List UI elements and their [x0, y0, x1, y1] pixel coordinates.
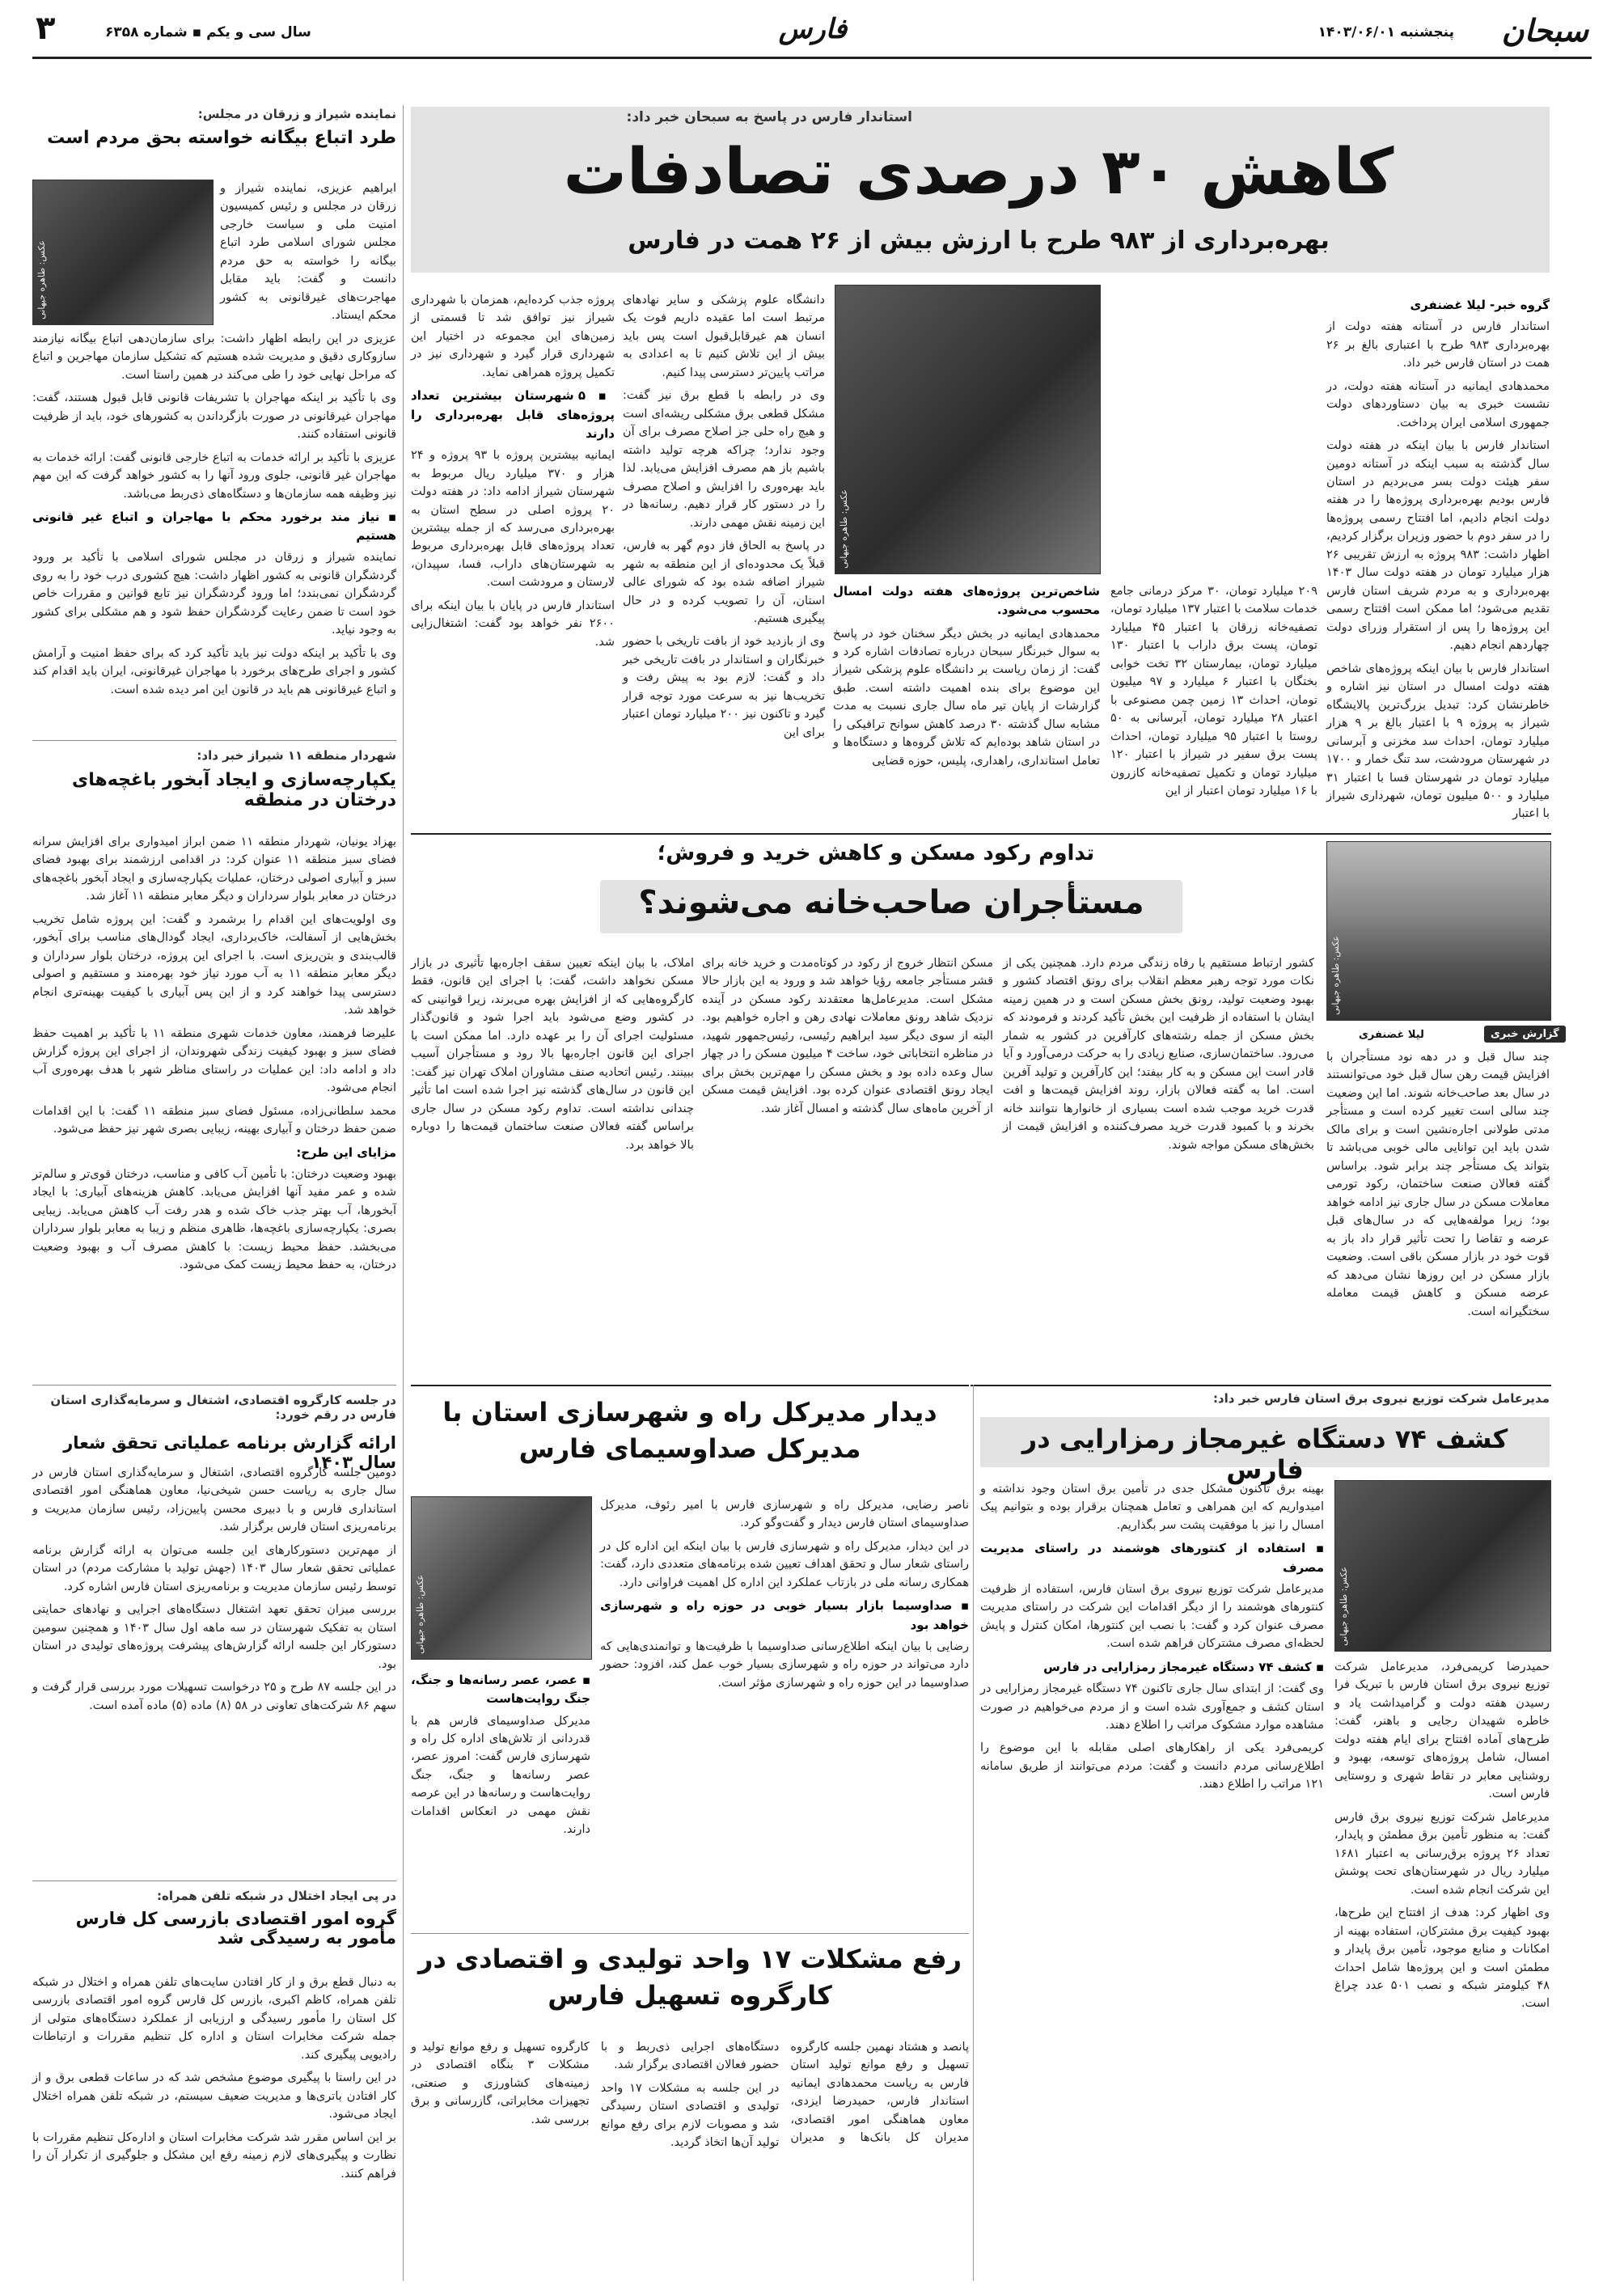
- masthead-logo: سبحان: [1501, 13, 1588, 49]
- bottom-low-headline: رفع مشکلات ۱۷ واحد تولیدی و اقتصادی در کارگروه تسهیل فارس: [417, 1944, 962, 2011]
- main-col-3: شاخص‌ترین پروژه‌های هفته دولت امسال محسوب می‌شود. محمدهادی ایمانیه در بخش دیگر سخنان خود در پاسخ به سوال خبرنگار سبحان درباره تصادفات اشاره کرد و گفت: از زمان ریاست بر دانشگاه علوم پزشکی شیراز این موضوع برای بنده اهمیت داشته است. طبق گزارشات از پایان تیر ماه سال جاری نسبت به مدت مشابه سال گذشته ۳۰ درصد کاهش سوانح ترافیکی را در استان شاهد بوده‌ایم که تلاش گروه‌ها و دستگاه‌ها و تعامل استانداری، راهداری، پلیس، حوزه قضایی: [833, 584, 1100, 768]
- main-kicker: استاندار فارس در پاسخ به سبحان خبر داد:: [626, 109, 912, 125]
- photo-credit: عکس: طاهره جیهانی: [839, 489, 849, 569]
- header-date: پنجشنبه ۱۴۰۳/۰۶/۰۱: [1317, 24, 1454, 40]
- left-mid-body: بهزاد یونیان، شهردار منطقه ۱۱ ضمن ابراز امیدواری برای افزایش سرانه فضای سبز منطقه ۱۱ عنوان کرد: در اقدامی ارزشمند برای بهبود فضای سبز و آبیاری اصولی درختان، عملیات یکپارچه‌سازی و ایجاد آبخور باغچه‌های درختان در معابر بلوار سرداران و دیگر معابر منطقه ۱۱ آغاز شد. وی اولویت‌های این اقدام را برشمرد و گفت: این پروژه شامل تخریب بخش‌هایی از آسفالت، خاک‌برداری، ایجاد گودال‌های مناسب برای آبخور، قالب‌بندی و بتن‌ریزی است. با اجرای این پروژه، درختان بلوار سرداران و دیگر معابر منطقه ۱۱ به آب مورد نیاز خود بهره‌مند و مستقیم و اصولی دسترسی پیدا خواهند کرد و از این پس آبیاری با کیفیت بهینه‌تری انجام خواهد شد. علیرضا فرهمند، معاون خدمات شهری منطقه ۱۱ با تأکید بر اهمیت حفظ فضای سبز و بهبود کیفیت زندگی شهروندان، از اجرای این پروژه گزارش داد و ادامه داد: این عملیات در راستای مناظر شهر با هدف بهره‌وری آب انجام می‌شود. محمد سلطانی‌زاده، مسئول فضای سبز منطقه ۱۱ گفت: با این اقدامات ضمن حفظ درختان و آبیاری بهینه، زیبایی بصری شهر نیز حفظ می‌شود. مزایای این طرح: بهبود وضعیت درختان: با تأمین آب کافی و مناسب، درختان قوی‌تر و سالم‌تر شده و عمر مفید آنها افزایش می‌یابد. کاهش هزینه‌های آبیاری: با ایجاد آبخورها، آب بهتر جذب خاک شده و هدر رفت آب کاهش می‌یابد. زیبایی بصری: یکپارچه‌سازی باغچه‌ها، ظاهری منظم و زیبا به معابر بلوار سرداران می‌بخشد. حفظ محیط زیست: با کاهش مصرف آب و بهبود وضعیت درختان، به حفظ محیط زیست کمک می‌شود.: [32, 836, 397, 1272]
- bottom-right-col-2: بهینه برق تاکنون مشکل جدی در تأمین برق استان وجود نداشته و امیدواریم که این همراهی و تعامل همچنان برقرار بوده و بتوانیم پیک امسال را نیز با موفقیت پشت سر بگذاریم. ▪ استفاده از کنتورهای هوشمند در راستای مدیریت مصرف مدیرعامل شرکت توزیع نیروی برق استان فارس، استفاده از ظرفیت کنتورهای هوشمند را از دیگر اقدامات این شرکت در راستای مدیریت مصرف عنوان کرد و گفت: با نصب این کنتورها، امکان کنترل و پایش لحظه‌ای مصرف مشترکان فراهم شده است. ▪ کشف ۷۴ دستگاه غیرمجاز رمزارایی در فارس وی گفت: از ابتدای سال جاری تاکنون ۷۴ دستگاه غیرمجاز رمزارایی در استان کشف و جمع‌آوری شده است و از مردم می‌خواهیم در صورت مشاهده موارد مشکوک مراتب را اطلاع دهند. کریمی‌فرد یکی از راهکارهای اصلی مقابله با این موضوع را اطلاع‌رسانی مردم دانست و گفت: مردم می‌توانند از طریق سامانه ۱۲۱ مراتب را اطلاع دهند.: [980, 1483, 1324, 1792]
- bottom-mid-col-2: ناصر رضایی، مدیرکل راه و شهرسازی فارس با امیر رئوف، مدیرکل صداوسیمای استان فارس دیدار و گفت‌وگو کرد. در این دیدار، مدیرکل راه و شهرسازی فارس با بیان اینکه این اداره کل در راستای شعار سال و تحقق اهداف تعیین شده برنامه‌های متعددی دارد، گفت: همکاری رسانه ملی در بازتاب عملکرد این اداره کل اهمیت فراوانی دارد. ▪ صداوسیما بازار بسیار خوبی در حوزه راه و شهرسازی خواهد بود رضایی با بیان اینکه اطلاع‌رسانی صداوسیما با ظرفیت‌ها و توانمندی‌هایی که دارد می‌تواند در حوزه راه و شهرسازی بسیار خوب عمل کند، افزود: حضور صداوسیما در این حوزه راه و شهرسازی مؤثر است.: [600, 1499, 969, 1690]
- middle-col-3: مسکن انتظار خروج از رکود در کوتاه‌مدت و خرید خانه برای قشر مستأجر جامعه رؤیا خواهد شد و ورود به این بازار حالا مشکل است. مدیرعامل‌ها معتقدند رکود مسکن در آینده نزدیک شاهد رونق معاملات نهادی رهن و اجاره خواهیم بود. البته از سوی دیگر سید ابراهیم رئیسی، رئیس‌جمهور شهید، در مناظره انتخاباتی خود، ساخت ۴ میلیون مسکن را در چهار سال وعده داده بود و بخش مسکن را مهم‌ترین بخش برای ایجاد رونق اقتصادی عنوان کرده بود. افزایش قیمت مسکن از آخرین ماه‌های سال گذشته و امسال آغاز شد.: [702, 957, 993, 1115]
- photo-credit: عکس: طاهره جیهانی: [1330, 936, 1341, 1015]
- bottom-mid-headline: دیدار مدیرکل راه و شهرسازی استان با مدیرکل صداوسیمای فارس: [442, 1397, 937, 1464]
- bottom-mid-rule: [411, 1385, 969, 1386]
- left-top-body: ابراهیم عزیزی، نماینده شیراز و زرقان در مجلس و رئیس کمیسیون امنیت ملی و سیاست خارجی مجلس شورای اسلامی طرد اتباع بیگانه را خواسته به حق مردم دانست و گفت: باید مقابل مهاجرت‌های غیرقانونی به کشور محکم ایستاد. عزیزی در این رابطه اظهار داشت: برای سازمان‌دهی اتباع بیگانه نیازمند سازوکاری دقیق و مدیریت شده هستیم که تشکیل سازمان مهاجرین و اتباع که مراحل نهایی خود را طی می‌کند در همین راستا است. وی با تأکید بر اینکه مهاجران با تشریفات قانونی قابل قبول هستند، گفت: مهاجران غیرقانونی در صورت بازگرداندن به کشورهای خود، باید از ظرفیت قانونی استفاده کنند. عزیزی با تأکید بر ارائه خدمات به اتباع خارجی قانونی گفت: ارائه خدمات به مهاجران غیر قانونی، جلوی ورود آنها را به کشور خواهد گرفت که این مهم نیز وظیفه همه سازمان‌ها و دستگاه‌های ذی‌ربط می‌باشد. ▪ نیاز مند برخورد محکم با مهاجران و اتباع غیر قانونی هستیم نماینده شیراز و زرقان در مجلس شورای اسلامی با تأکید بر ورود گردشگران قانونی به کشور اظهار داشت: هیچ کشوری درب خود را به روی گردشگران نمی‌بندد؛ اما ورود گردشگران نیز تابع قوانین و مقررات خاص خود است تا ضمن رعایت گردشگران حفظ شود و هم مشکلی برای کشور به وجود نیاید. وی با تأکید بر اینکه دولت نیز باید تأکید کرد که برای حفظ امنیت و آرامش کشور و اجرای طرح‌های برخورد با مهاجران غیرقانونی، ایران باید اقدام کند و اتباع غیرقانونی هم باید در قانون این امر دیده شده است.: [32, 182, 396, 696]
- column-divider: [403, 105, 404, 2281]
- bottom-mid-col-1: ▪ عصر، عصر رسانه‌ها و جنگ، جنگ روایت‌هاست مدیرکل صداوسیمای فارس هم با قدردانی از تلاش‌های اداره کل راه و شهرسازی فارس گفت: امروز عصر، عصر رسانه‌ها و جنگ، جنگ روایت‌هاست و رسانه‌ها در این عرصه نقش مهمی در انعکاس اقدامات دارند.: [411, 1673, 590, 1837]
- main-col-5: پروژه جذب کرده‌ایم، همزمان با شهرداری شیراز نیز توافق شد تا قسمتی از زمین‌های این مجموعه در اختیار این شهرداری قرار گیرد و شهرداری نیز در تکمیل پروژه همراهی نماید. ▪ ۵ شهرستان بیشترین تعداد پروژه‌های قابل بهره‌برداری را دارند ایمانیه بیشترین پروژه با ۹۳ پروژه و ۲۴ هزار و ۳۷۰ میلیارد ریال مربوط به شهرستان شیراز ادامه داد: در هفته دولت ۲۰ پروژه اصلی در سطح استان به بهره‌برداری می‌رسد که از جمله بیشترین تعداد پروژه‌های قابل بهره‌برداری مربوط به شهرستان‌های داراب، فسا، سپیدان، لارستان و مرودشت است. استاندار فارس در پایان با بیان اینکه برای ۲۶۰۰ نفر خواهد بود گفت: اشتغال‌زایی شد.: [411, 294, 615, 649]
- bottom-column-divider: [973, 1385, 974, 2281]
- left-top-headline: طرد اتباع بیگانه خواسته بحق مردم است: [47, 128, 396, 148]
- photo-credit: عکس: طاهره جیهانی: [415, 1575, 425, 1654]
- middle-col-4: املاک، با بیان اینکه تعیین سقف اجاره‌بها تأثیری در بازار مسکن نخواهد داشت، گفت: با اجرای این قانون، فقط کارگروه‌هایی که از افزایش بهره می‌برند، زیرا قوانینی که در کشور وضع می‌شود باید اجرا شود و قانون‌گذار مسئولیت اجرای آن را بر عهده دارد. اما ممکن است با اجرای این قانون اجاره‌بها بالا رود و مستأجران آسیب ببینند. رئیس اتحادیه صنف مشاوران املاک تهران نیز گفت: این قانون در سال‌های گذشته نیز اجرا شده است اما تأثیر چندانی نداشته است. تداوم رکود مسکن در سال جاری براساس گفته فعالان صنعت ساختمان قیمت‌ها را دوباره بالا خواهد برد.: [411, 957, 694, 1152]
- middle-photo: [1326, 841, 1551, 1021]
- bottom-right-photo: [1334, 1480, 1551, 1652]
- main-col-4: دانشگاه علوم پزشکی و سایر نهادهای مرتبط است اما عقیده داریم فوت یک انسان هم غیرقابل‌قبول است پس باید بیش از این تلاش کنیم تا به اعدادی به مراتب پایین‌تر دسترسی پیدا کنیم. وی در رابطه با قطع برق نیز گفت: مشکل قطعی برق مشکلی ریشه‌ای است و هیچ راه حلی جز اصلاح مصرف برای آن وجود ندارد؛ چراکه هرچه تولید داشته باشیم باز هم مصرف افزایش می‌یابد. لذا باید بهره‌وری را افزایش و اصلاح مصرف را در دستور کار قرار دهیم. رسانه‌ها در این زمینه نقش مهمی دارند. در پاسخ به الحاق فاز دوم گهر به فارس، قبلاً یک محدوده‌ای از این منطقه به شهر شیراز اضافه شده بود که شورای عالی استان، آن را تصویب کرده و در حال پیگیری هستیم. وی از بازدید خود از بافت تاریخی با حضور خبرنگاران و استاندار در بافت تاریخی خبر داد و گفت: لازم بود به پیش رفت و تخریب‌ها نیز به سرعت مورد توجه قرار گیرد و تاکنون نیز ۲۰۰ میلیارد تومان اعتبار برای این: [623, 294, 826, 739]
- middle-col-2: کشور ارتباط مستقیم با رفاه زندگی مردم دارد. همچنین یکی از نکات مورد توجه رهبر معظم انقلاب برای رونق اقتصاد کشور و بهبود وضعیت تولید، رونق بخش مسکن است و در همین زمینه ایشان با استفاده از ظرفیت این بخش تأکید کردند و فرمودند که بخش مسکن از جمله رشته‌های کارآفرین در کشور به شمار می‌رود. ساختمان‌سازی، صنایع زیادی را به حرکت درمی‌آورد و آیا قادر است این مسکن و به کار بیفتد؛ این کارآفرین و تولید آفرین است. اما به گفته فعالان بازار، روند افزایش قیمت‌ها و افت قدرت خرید موجب شده است بسیاری از خانوارها نتوانند خانه بخرند و با کمبود قدرت خرید مصرف‌کننده و افزایش قیمت از بخش‌های مسکن مواجه شوند.: [1003, 957, 1314, 1152]
- middle-byline: لیلا غضنفری: [1359, 1029, 1424, 1041]
- left-bot1-body: دومین جلسه کارگروه اقتصادی، اشتغال و سرمایه‌گذاری استان فارس در سال جاری به ریاست حسن شیخی‌نیا، معاون هماهنگی امور اقتصادی استانداری فارس و با دبیری محسن پایین‌زاد، رئیس سازمان مدیریت و برنامه‌ریزی استان فارس برگزار شد. از مهم‌ترین دستورکارهای این جلسه می‌توان به ارائه گزارش برنامه عملیاتی تحقق شعار سال ۱۴۰۳ (جهش تولید با مشارکت مردم) در استان توسط رئیس سازمان مدیریت و برنامه‌ریزی استان فارس اشاره کرد. بررسی میزان تحقق تعهد اشتغال دستگاه‌های اجرایی و نهادهای حمایتی استان به تفکیک شهرستان در سه ماهه اول سال ۱۴۰۳ و همچنین سومین دستورکار این جلسه ارائه گزارش‌های پیشرفت پروژه‌های تولیدی در استان بود. در این جلسه ۸۷ طرح و ۲۵ درخواست تسهیلات مورد بررسی قرار گرفت و سهم ۸۶ شرکت‌های تعاونی در ۵۸ (۸) ماده (۵) ماده آمده است.: [32, 1466, 396, 1712]
- left-bot2-headline: گروه امور اقتصادی بازرسی کل فارس مأمور به رسیدگی شد: [75, 1909, 396, 1948]
- left-bot1-kicker: در جلسه کارگروه اقتصادی، اشتغال و سرمایه‌گذاری استان فارس در رقم خورد:: [50, 1393, 396, 1422]
- page-number: ۳: [36, 10, 56, 47]
- main-col-2: ۲۰۹ میلیارد تومان، ۳۰ مرکز درمانی جامع خدمات سلامت با اعتبار ۱۳۷ میلیارد تومان، تصفیه‌خانه زرقان با اعتبار ۴۵ میلیارد تومان، پست برق داراب با اعتبار ۱۳۰ میلیارد تومان، بیمارستان ۳۲ تخت خوابی بختگان با اعتبار ۶ میلیارد و ۹۷ میلیون تومان، احداث ۱۳ زمین چمن مصنوعی با اعتبار ۲۸ میلیارد تومان، آبرسانی به ۵۰ روستا با اعتبار ۹۵ میلیارد تومان، احداث پست برق سفیر در شیراز با اعتبار ۱۲۰ میلیارد تومان و تکمیل تصفیه‌خانه کازرون با ۱۶ میلیارد تومان اعتبار از این: [1110, 585, 1318, 798]
- bottom-low-body: پانصد و هشتاد نهمین جلسه کارگروه تسهیل و رفع موانع تولید استان فارس به ریاست محمدهادی ایمانیه استاندار فارس، حمیدرضا ایزدی، معاون هماهنگی امور اقتصادی، مدیران کل بانک‌ها و مدیران دستگاه‌های اجرایی ذی‌ربط و با حضور فعالان اقتصادی برگزار شد. در این جلسه به مشکلات ۱۷ واحد تولیدی و اقتصادی استان رسیدگی شد و مصوبات لازم برای رفع موانع تولید آن‌ها اتخاذ گردید. کارگروه تسهیل و رفع موانع تولید و مشکلات ۳ بنگاه اقتصادی در زمینه‌های کشاورزی و صنعتی، تجهیزات مخابراتی، گازرسانی و برق بررسی شد.: [411, 2041, 969, 2150]
- bottom-mid-photo: [411, 1496, 592, 1660]
- main-col-1: گروه خبر- لیلا غضنفری استاندار فارس در آستانه هفته دولت از بهره‌برداری ۹۸۳ طرح با اعتباری بالغ بر ۲۶ همت در استان فارس خبر داد. محمدهادی ایمانیه در آستانه هفته دولت، در نشست خبری به بیان دستاوردهای دولت جمهوری اسلامی ایران پرداخت. استاندار فارس با بیان اینکه در هفته دولت سال گذشته به سبب اینکه در آستانه دومین سفر هیئت دولت بسر می‌بردیم در استان فارس بودیم بهره‌برداری پروژه‌ها را در هفته دولت انجام دادیم، اما افتتاح رسمی پروژه‌ها را در سفر دوم با حضور وزیران برگزار کردیم، اظهار داشت: ۹۸۳ پروژه به ارزش تقریبی ۲۶ هزار میلیارد تومان در هفته دولت سال ۱۴۰۳ بهره‌برداری و به مردم شریف استان فارس تقدیم می‌شود؛ اما ممکن است افتتاح رسمی این پروژه‌ها را پس از استقرار وزرای دولت چهاردهم انجام دهیم. استاندار فارس با بیان اینکه پروژه‌های شاخص هفته دولت امسال در استان نیز اشاره و خاطرنشان کرد: تبدیل بزرگ‌ترین پالایشگاه شیراز به پروژه ۹ با اعتبار بالغ بر ۹ هزار میلیارد تومان، احداث سد مخزنی و آبرسانی در شهرستان مرودشت، سد تنگ خمار و ۱۷۰۰ میلیارد تومان در شهرستان فسا با اعتبار ۳۱ میلیارد و ۵۰۰ میلیون تومان، شهرداری شیراز با اعتبار: [1326, 298, 1550, 821]
- left-divider-2: [32, 1385, 396, 1386]
- middle-headline: مستأجران صاحب‌خانه می‌شوند؟: [638, 884, 1144, 921]
- main-headline: کاهش ۳۰ درصدی تصادفات: [563, 136, 1394, 209]
- bottom-right-kicker: مدیرعامل شرکت توزیع نیروی برق استان فارس خبر داد:: [1212, 1391, 1550, 1406]
- left-bot2-kicker: در پی ایجاد اختلال در شبکه تلفن همراه:: [157, 1889, 396, 1903]
- photo-credit: عکس: طاهره جیهانی: [1339, 1567, 1349, 1646]
- main-byline: گروه خبر- لیلا غضنفری: [1410, 298, 1550, 312]
- left-mid-kicker: شهردار منطقه ۱۱ شیراز خبر داد:: [197, 748, 396, 763]
- left-divider-1: [32, 740, 396, 741]
- report-badge: گزارش خبری: [1484, 1026, 1566, 1043]
- left-top-kicker: نماینده شیراز و زرقان در مجلس:: [197, 107, 396, 121]
- bottom-low-rule: [411, 1933, 969, 1934]
- left-bot2-body: به دنبال قطع برق و از کار افتادن سایت‌های تلفن همراه و اختلال در شبکه تلفن همراه، کاظم اکبری، بازرس کل فارس گروه امور اقتصادی بازرسی کل استان را مأمور رسیدگی و ارزیابی از عملکرد دستگاه‌های متولی از جمله شرکت مخابرات استان و اداره کل تنظیم مقررات و ارتباطات رادیویی پیگیری کند. در این راستا با پیگیری موضوع مشخص شد که در ساعات قطعی برق و از کار افتادن باتری‌ها و مدیریت ضعیف سیستم، در شبکه تلفن همراه اختلال ایجاد می‌شود. بر این اساس مقرر شد شرکت مخابرات استان و اداره‌کل تنظیم مقررات با نظارت و پیگیری‌های لازم زمینه رفع این مشکل و جلوگیری از تکرار آن را فراهم کنند.: [32, 1976, 396, 2181]
- middle-col-1: چند سال قبل و در دهه نود مستأجران با افزایش قیمت رهن سال قبل خود می‌توانستند در سال بعد صاحب‌خانه شوند. اما این وضعیت چند سالی است تغییر کرده است و مستأجر مدتی طولانی اجاره‌نشین است و برای مالک شدن باید این توانایی مالی خوبی می‌باشد تا بتواند یک مستأجر چند برابر شود. براساس گفته فعالان صنعت ساختمان، رکود تورمی معاملات مسکن در سال جاری نیز ادامه خواهد بود؛ زیرا مولفه‌هایی که در سال‌های قبل عرضه و تقاضا را تحت تأثیر قرار داد باز به قوت خود در بازار مسکن باقی است. وضعیت بازار مسکن در این روزها نشان می‌دهد که عرضه مسکن و کاهش قیمت معامله سختگیرانه است.: [1326, 1051, 1550, 1318]
- bottom-right-rule: [971, 1385, 1551, 1386]
- bottom-right-col-1: حمیدرضا کریمی‌فرد، مدیرعامل شرکت توزیع نیروی برق استان فارس با تبریک فرا رسیدن هفته دولت و گرامیداشت یاد و خاطره شهیدان رجایی و باهنر، گفت: طرح‌های آماده افتتاح برای ایام هفته دولت امسال، شامل پروژه‌های توسعه، بهبود و روشنایی معابر در نقاط شهری و روستایی فارس است. مدیرعامل شرکت توزیع نیروی برق فارس گفت: به منظور تأمین برق مطمئن و پایدار، تعداد ۲۶ پروژه برق‌رسانی به اعتبار ۱۶۸۱ میلیارد ریال در شهرستان‌های تحت پوشش این شرکت انجام شده است. وی اظهار کرد: هدف از افتتاح این طرح‌ها، بهبود کیفیت برق مشترکان، استفاده بهینه از امکانات و منابع موجود، تأمین برق پایدار و مطمئن است و این پروژه‌ها شامل احداث ۴۸ کیلومتر شبکه و نصب ۵۰۱ عدد چراغ است.: [1334, 1661, 1550, 2011]
- section-name: فارس: [778, 13, 848, 45]
- main-photo: [835, 285, 1101, 574]
- middle-kicker: تداوم رکود مسکن و کاهش خرید و فروش؛: [657, 841, 1095, 865]
- bottom-right-headline: کشف ۷۴ دستگاه غیرمجاز رمزارایی در فارس: [1021, 1424, 1508, 1485]
- left-bot1-headline: ارائه گزارش برنامه عملیاتی تحقق شعار سال ۱۴۰۳: [63, 1433, 396, 1472]
- left-mid-headline: یکپارچه‌سازی و ایجاد آبخور باغچه‌های درختان در منطقه: [72, 770, 396, 810]
- issue-info: سال سی و یکم ▪ شماره ۶۳۵۸: [105, 24, 311, 40]
- main-subheadline: بهره‌برداری از ۹۸۳ طرح با ارزش بیش از ۲۶ همت در فارس: [628, 226, 1330, 255]
- photo-credit: عکس: طاهره جیهانی: [36, 240, 47, 319]
- middle-top-rule: [411, 833, 1551, 835]
- header-rule: [32, 57, 1592, 59]
